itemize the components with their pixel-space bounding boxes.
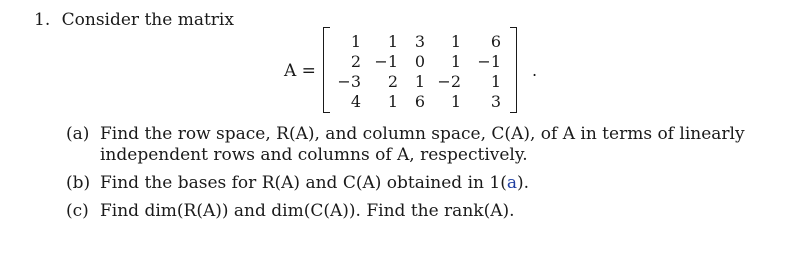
matrix-cell-r4-c3: 6 bbox=[414, 92, 425, 111]
matrix-cell-r4-c2: 1 bbox=[387, 92, 398, 111]
part-c-text: Find dim(R(A)) and dim(C(A)). Find the rank(A). bbox=[100, 201, 515, 221]
matrix-cell-r2-c4: 1 bbox=[450, 52, 461, 71]
part-c bbox=[66, 201, 766, 222]
matrix-cell-r1-c2: 1 bbox=[387, 32, 398, 51]
problem-intro: Consider the matrix bbox=[61, 10, 234, 30]
matrix-cell-r1-c4: 1 bbox=[450, 32, 461, 51]
matrix-equation bbox=[0, 0, 793, 120]
matrix-cell-r4-c5: 3 bbox=[490, 92, 501, 111]
matrix-cell-r4-c4: 1 bbox=[450, 92, 461, 111]
matrix-cell-r2-c3: 0 bbox=[414, 52, 425, 71]
part-a bbox=[66, 124, 766, 166]
matrix-period: . bbox=[532, 61, 538, 80]
matrix-cell-r2-c5: −1 bbox=[477, 52, 501, 71]
part-a-text: Find the row space, R(A), and column space, C(A), of A in terms of linearly independent rows and columns of A, respectively. bbox=[100, 124, 745, 165]
matrix-cell-r2-c1: 2 bbox=[350, 52, 361, 71]
matrix-right-bracket bbox=[510, 27, 517, 113]
matrix-lhs: A = bbox=[284, 61, 316, 81]
matrix-cell-r3-c3: 1 bbox=[414, 72, 425, 91]
matrix-cell-r2-c2: −1 bbox=[374, 52, 398, 71]
matrix-cell-r4-c1: 4 bbox=[350, 92, 361, 111]
problem-parts bbox=[66, 124, 766, 229]
matrix-cell-r3-c4: −2 bbox=[437, 72, 461, 91]
part-c-label: (c) bbox=[66, 201, 89, 221]
part-b-text bbox=[100, 173, 766, 194]
part-b bbox=[66, 173, 766, 194]
matrix-cell-r1-c1: 1 bbox=[350, 32, 361, 51]
problem-number: 1. bbox=[34, 10, 51, 30]
matrix-cell-r1-c5: 6 bbox=[490, 32, 501, 51]
matrix-cell-r3-c5: 1 bbox=[490, 72, 501, 91]
part-b-text-after: ). bbox=[516, 173, 530, 193]
part-b-text-before: Find the bases for R(A) and C(A) obtained in 1( bbox=[100, 173, 507, 193]
part-a-label: (a) bbox=[66, 124, 90, 144]
matrix-cell-r1-c3: 3 bbox=[414, 32, 425, 51]
matrix-left-bracket bbox=[323, 27, 330, 113]
part-b-label: (b) bbox=[66, 173, 91, 193]
matrix-cell-r3-c2: 2 bbox=[387, 72, 398, 91]
part-b-reference-link[interactable]: a bbox=[506, 173, 517, 193]
matrix-cell-r3-c1: −3 bbox=[337, 72, 361, 91]
